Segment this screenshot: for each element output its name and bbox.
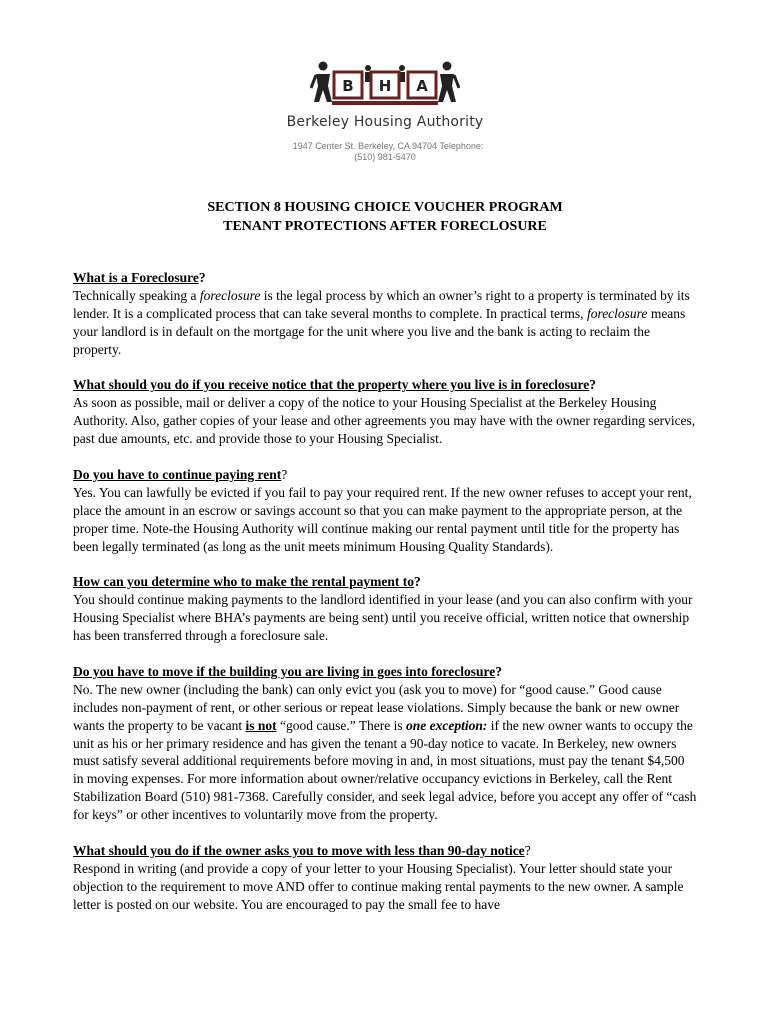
answer-text: “good cause.” There is: [276, 717, 407, 733]
logo-letter-h: H: [378, 77, 392, 95]
section-receive-notice: [73, 376, 697, 448]
address-line-2: (510) 981-5470: [354, 152, 416, 162]
section-question: [73, 663, 697, 681]
section-less-than-90-day-notice: [73, 842, 697, 914]
emphasis-is-not: is not: [245, 717, 277, 733]
section-answer: As soon as possible, mail or deliver a copy of the notice to your Housing Specialist at the Berkeley Housing Authority. Also, gather copies of your lease and other agreements you may have with the owner regarding services, past due amounts, etc. and provide those to your Housing Specialist.: [73, 395, 696, 447]
logo-letter-b: B: [342, 77, 354, 95]
question-text: What is a Foreclosure: [73, 270, 199, 285]
question-mark: ?: [524, 842, 531, 858]
answer-italic-term: foreclosure: [199, 287, 261, 303]
section-answer: Respond in writing (and provide a copy of your letter to your Housing Specialist). Your letter should state your objection to the requirement to move AND offer to continue making rental payments to the new owner. A sample letter is posted on our website. You are encouraged to pay the small fee to have: [73, 860, 684, 912]
answer-text: No. The new owner (including the bank) can only evict you (ask you to move) for “good cause.” Good cause includes non-payment of rent, or other serious or repeat lease violations. Simply because the bank or new owner wants the property to be vacant: [73, 681, 680, 733]
logo-base-bar: [332, 101, 438, 105]
question-mark: ?: [589, 377, 596, 393]
logo-figure-left: [311, 62, 332, 103]
answer-text: means your landlord is in default on the mortgage for the unit where you live and the bank is acting to reclaim the property.: [73, 305, 686, 357]
logo-letter-a: A: [416, 77, 428, 95]
question-mark: ?: [281, 466, 288, 482]
bha-logo: [310, 60, 460, 112]
question-mark: ?: [413, 574, 421, 590]
section-question: [73, 376, 697, 394]
question-mark: ?: [198, 270, 206, 285]
section-answer: [73, 287, 697, 359]
address-line-1: 1947 Center St. Berkeley, CA 94704 Telephone:: [292, 141, 484, 151]
logo-letter-boxes: [334, 72, 436, 98]
logo-figure-right: [438, 62, 459, 103]
emphasis-one-exception: one exception:: [406, 717, 488, 733]
section-what-is-foreclosure: [73, 269, 697, 359]
answer-text: if the new owner wants to occupy the unit as his or her primary residence and has given the tenant a 90-day notice to vacate. In Berkeley, new owners must satisfy several additional requirements before moving in and, in most situations, must pay the tenant $4,500 in moving expenses. For more information about owner/relative occupancy evictions in Berkeley, call the Rent Stabilization Board (510) 981-7368. Carefully consider, and seek legal advice, before you accept any offer of “cash for keys” or other incentives to voluntarily move from the property.: [73, 717, 697, 823]
section-question: [73, 466, 697, 484]
section-question: [73, 269, 697, 287]
document-title-line-2: TENANT PROTECTIONS AFTER FORECLOSURE: [223, 219, 547, 234]
section-question: [73, 842, 697, 860]
question-text: What should you do if the owner asks you to move with less than 90-day notice: [73, 842, 525, 858]
section-who-to-pay: [73, 573, 697, 645]
section-have-to-move: [73, 663, 697, 824]
section-question: [73, 573, 697, 591]
question-mark: ?: [495, 663, 503, 679]
document-body: [73, 269, 697, 931]
answer-italic-term: foreclosure: [586, 305, 648, 321]
section-answer: You should continue making payments to the landlord identified in your lease (and you can also confirm with your Housing Specialist where BHA’s payments are being sent) until you receive official, written notice that ownership has been transferred through a foreclosure sale.: [73, 592, 693, 644]
answer-text: is the legal process by which an owner’s right to a property is terminated by its lender. It is a complicated process that can take several months to complete. In practical terms,: [73, 287, 690, 321]
document-title-line-1: SECTION 8 HOUSING CHOICE VOUCHER PROGRAM: [207, 200, 563, 215]
section-answer: [73, 681, 697, 824]
section-continue-paying-rent: [73, 466, 697, 556]
org-name: Berkeley Housing Authority: [286, 114, 484, 130]
section-answer: Yes. You can lawfully be evicted if you fail to pay your required rent. If the new owner refuses to accept your rent, place the amount in an escrow or savings account so that you can make payment to the appropriate person, at the proper time. Note-the Housing Authority will continue making our rental payment until title for the property has been legally terminated (as long as the unit meets minimum Housing Quality Standards).: [73, 484, 692, 554]
question-text: Do you have to continue paying rent: [73, 466, 282, 482]
question-text: How can you determine who to make the rental payment to: [73, 574, 414, 590]
answer-text: Technically speaking a: [73, 287, 200, 303]
question-text: Do you have to move if the building you are living in goes into foreclosure: [73, 663, 496, 679]
question-text: What should you do if you receive notice that the property where you live is in foreclosure: [73, 377, 590, 393]
